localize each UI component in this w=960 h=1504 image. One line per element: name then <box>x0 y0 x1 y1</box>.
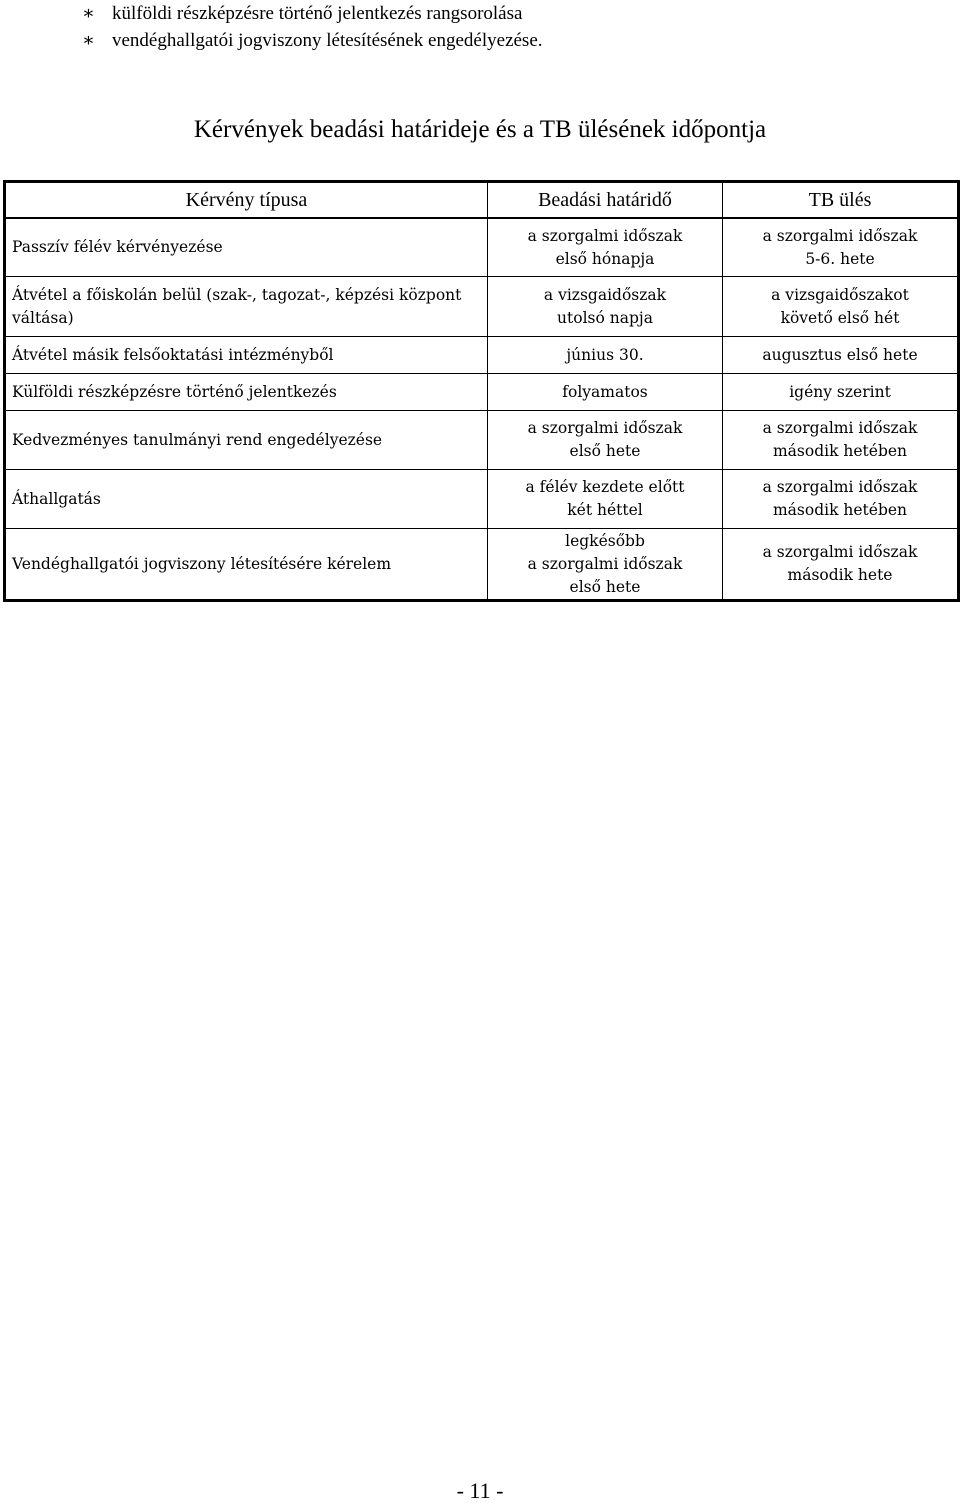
session-cell: a szorgalmi időszak 5-6. hete <box>723 218 959 277</box>
deadline-cell: a vizsgaidőszak utolsó napja <box>488 277 723 337</box>
session-cell: augusztus első hete <box>723 337 959 374</box>
table-row <box>5 411 959 470</box>
deadline-table <box>3 180 960 602</box>
page-number: - 11 - <box>456 1478 504 1503</box>
bullet-item <box>82 27 543 54</box>
deadline-cell: a félév kezdete előtt két héttel <box>488 470 723 529</box>
deadline-cell: legkésőbb a szorgalmi időszak első hete <box>488 529 723 601</box>
bullet-star-icon: ∗ <box>82 3 95 24</box>
session-cell: a szorgalmi időszak második hetében <box>723 411 959 470</box>
table-row <box>5 529 959 601</box>
request-type: Passzív félév kérvényezése <box>5 218 488 277</box>
header-deadline: Beadási határidő <box>488 182 723 219</box>
bullet-list <box>82 0 543 54</box>
request-type: Vendéghallgatói jogviszony létesítésére kérelem <box>5 529 488 601</box>
deadline-cell: a szorgalmi időszak első hete <box>488 411 723 470</box>
table-header-row <box>5 182 959 219</box>
deadline-cell: a szorgalmi időszak első hónapja <box>488 218 723 277</box>
session-cell: a vizsgaidőszakot követő első hét <box>723 277 959 337</box>
request-type: Áthallgatás <box>5 470 488 529</box>
header-type: Kérvény típusa <box>5 182 488 219</box>
bullet-text: külföldi részképzésre történő jelentkezés rangsorolása <box>112 3 523 24</box>
request-type: Átvétel a főiskolán belül (szak-, tagozat-, képzési központ váltása) <box>5 277 488 337</box>
page-title: Kérvények beadási határideje és a TB ülésének időpontja <box>193 116 767 143</box>
session-cell: a szorgalmi időszak második hete <box>723 529 959 601</box>
bullet-star-icon: ∗ <box>82 30 95 51</box>
header-session: TB ülés <box>723 182 959 219</box>
bullet-item <box>82 0 543 27</box>
table-row <box>5 337 959 374</box>
request-type: Kedvezményes tanulmányi rend engedélyezése <box>5 411 488 470</box>
table-row <box>5 470 959 529</box>
session-cell: a szorgalmi időszak második hetében <box>723 470 959 529</box>
session-cell: igény szerint <box>723 374 959 411</box>
request-type: Átvétel másik felsőoktatási intézményből <box>5 337 488 374</box>
table-row <box>5 218 959 277</box>
table-row <box>5 277 959 337</box>
deadline-cell: június 30. <box>488 337 723 374</box>
request-type: Külföldi részképzésre történő jelentkezés <box>5 374 488 411</box>
bullet-text: vendéghallgatói jogviszony létesítésének engedélyezése. <box>112 30 543 51</box>
deadline-cell: folyamatos <box>488 374 723 411</box>
table-row <box>5 374 959 411</box>
